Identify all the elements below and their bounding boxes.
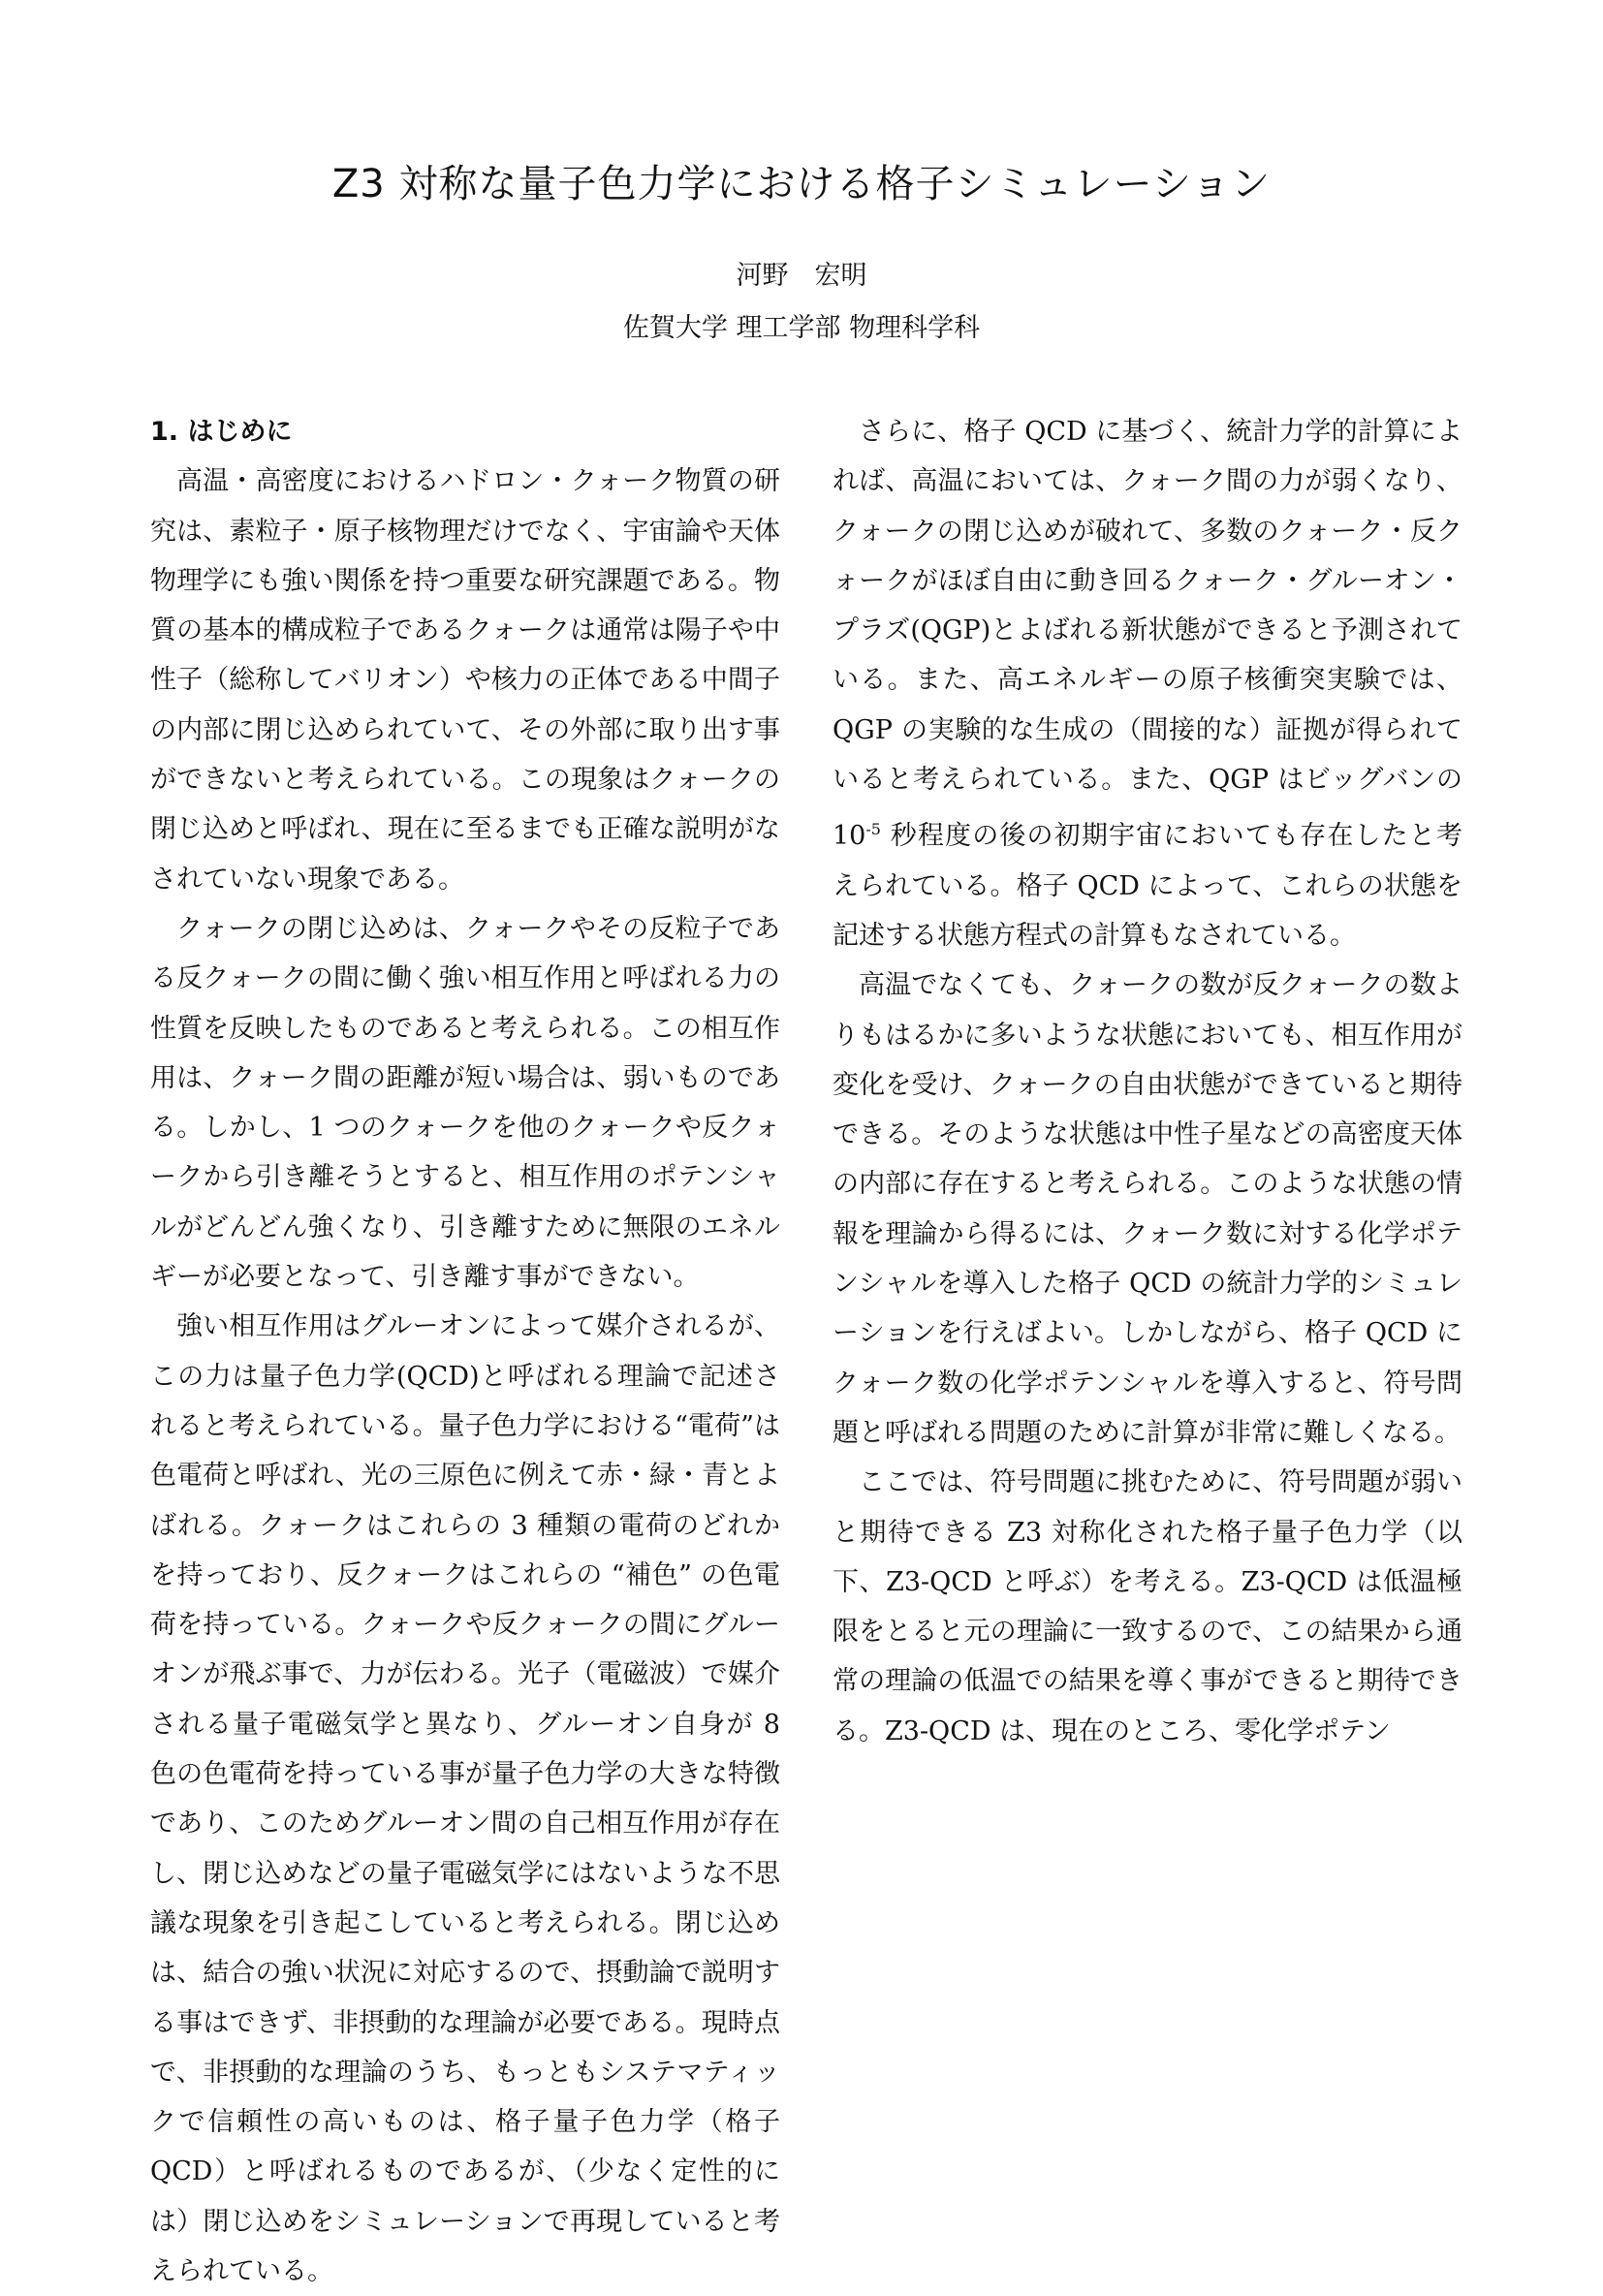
paper-title: Z3 対称な量子色力学における格子シミュレーション: [331, 162, 1272, 206]
paragraph-4-text-b: 秒程度の後の初期宇宙においても存在したと考えられている。格子 QCD によって、これらの状態を記述する状態方程式の計算もなされている。: [833, 821, 1462, 951]
section-heading: 1. はじめに: [150, 417, 293, 447]
author-name: 河野 宏明: [736, 261, 867, 291]
paragraph-6: ここでは、符号問題に挑むために、符号問題が弱いと期待できる Z3 対称化された格子量子色力学（以下、Z3-QCD と呼ぶ）を考える。Z3-QCD は低温極限をとると元の理論に一致するので、この結果から通常の理論の低温での結果を導く事ができると期待できる。Z3-QCD は、現在のところ、零化学ポテン: [833, 1467, 1462, 1746]
exponent: -5: [865, 820, 881, 839]
paragraph-3: 強い相互作用はグルーオンによって媒介されるが、この力は量子色力学(QCD)と呼ばれる理論で記述されると考えられている。量子色力学における“電荷”は色電荷と呼ばれ、光の三原色に例えて赤・緑・青とよばれる。クォークはこれらの 3 種類の電荷のどれかを持っており、反クォークはこれらの “補色” の色電荷を持っている。クォークや反クォークの間にグルーオンが飛ぶ事で、力が伝わる。光子（電磁波）で媒介される量子電磁気学と異なり、グルーオン自身が 8 色の色電荷を持っている事が量子色力学の大きな特徴であり、このためグルーオン間の自己相互作用が存在し、閉じ込めなどの量子電磁気学にはないような不思議な現象を引き起こしていると考えられる。閉じ込めは、結合の強い状況に対応するので、摂動論で説明する事はできず、非摂動的な理論が必要である。現時点で、非摂動的な理論のうち、もっともシステマティックで信頼性の高いものは、格子量子色力学（格子 QCD）と呼ばれるものであるが、（少なく定性的には）閉じ込めをシミュレーションで再現していると考えられている。: [150, 1311, 780, 2286]
right-column: [833, 407, 1462, 1756]
paragraph-1: 高温・高密度におけるハドロン・クォーク物質の研究は、素粒子・原子核物理だけでなく、宇宙論や天体物理学にも強い関係を持つ重要な研究課題である。物質の基本的構成粒子であるクォークは通常は陽子や中性子（総称してバリオン）や核力の正体である中間子の内部に閉じ込められていて、その外部に取り出す事ができないと考えられている。この現象はクォークの閉じ込めと呼ばれ、現在に至るまでも正確な説明がなされていない現象である。: [150, 466, 780, 895]
author-affiliation: 佐賀大学 理工学部 物理科学科: [622, 313, 981, 343]
left-column: [150, 407, 780, 2296]
paragraph-5: 高温でなくても、クォークの数が反クォークの数よりもはるかに多いような状態においても、相互作用が変化を受け、クォークの自由状態ができていると期待できる。そのような状態は中性子星などの高密度天体の内部に存在すると考えられる。このような状態の情報を理論から得るには、クォーク数に対する化学ポテンシャルを導入した格子 QCD の統計力学的シミュレーションを行えばよい。しかしながら、格子 QCD にクォーク数の化学ポテンシャルを導入すると、符号問題と呼ばれる問題のために計算が非常に難しくなる。: [833, 970, 1462, 1448]
paragraph-4: [833, 407, 1462, 960]
paragraph-2: クォークの閉じ込めは、クォークやその反粒子である反クォークの間に働く強い相互作用と呼ばれる力の性質を反映したものであると考えられる。この相互作用は、クォーク間の距離が短い場合は、弱いものである。しかし、1 つのクォークを他のクォークや反クォークから引き離そうとすると、相互作用のポテンシャルがどんどん強くなり、引き離すために無限のエネルギーが必要となって、引き離す事ができない。: [150, 913, 780, 1293]
paragraph-4-text-a: さらに、格子 QCD に基づく、統計力学的計算によれば、高温においては、クォーク間の力が弱くなり、クォークの閉じ込めが破れて、多数のクォーク・反クォークがほぼ自由に動き回るクォーク・グルーオン・プラズ(QGP)とよばれる新状態ができると予測されている。また、高エネルギーの原子核衝突実験では、QGP の実験的な生成の（間接的な）証拠が得られていると考えられている。また、QGP はビッグバンの 10: [833, 417, 1462, 852]
